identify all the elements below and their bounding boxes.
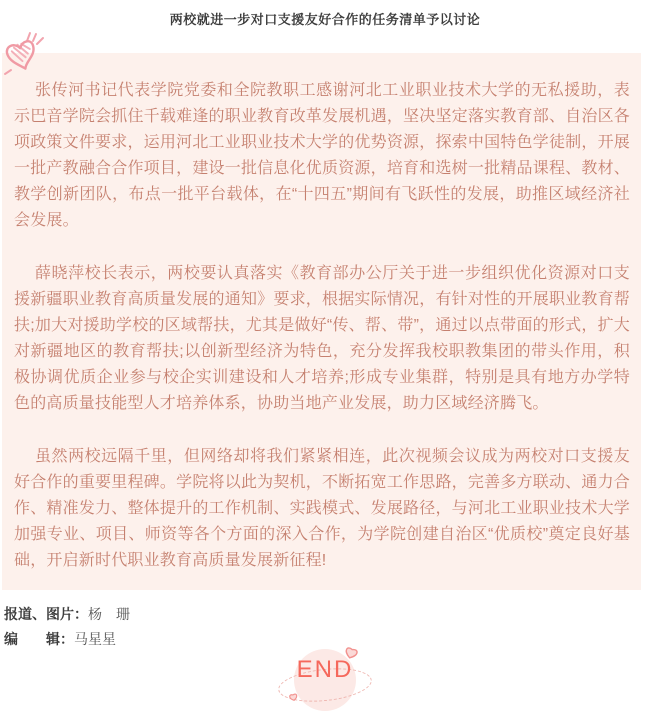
report-name: 杨 珊 [88, 606, 130, 622]
report-label: 报道、图片： [4, 606, 88, 622]
end-label: END [296, 656, 354, 683]
heart-icon [289, 689, 298, 707]
page-title: 两校就进一步对口支援友好合作的任务清单予以讨论 [169, 12, 481, 27]
article-body [2, 53, 641, 590]
credits [4, 602, 650, 652]
end-badge [0, 649, 650, 715]
heart-doodle-icon [2, 28, 54, 82]
editor-name: 马星星 [74, 631, 116, 647]
paragraph: 张传河书记代表学院党委和全院教职工感谢河北工业职业技术大学的无私援助，表示巴音学院会抓住千载难逢的职业教育改革发展机遇，坚决坚定落实教育部、自治区各项政策文件要求，运用河北工业职业技术大学的优势资源，探索中国特色学徒制，开展一批产教融合合作项目，建设一批信息化优质资源，培育和选树一批精品课程、教材、教学创新团队，布点一批平台载体，在“十四五”期间有飞跃性的发展，助推区域经济社会发展。 [14, 82, 630, 229]
credit-line-report [4, 602, 650, 627]
paragraph: 薛晓萍校长表示，两校要认真落实《教育部办公厅关于进一步组织优化资源对口支援新疆职业教育高质量发展的通知》要求，根据实际情况，有针对性的开展职业教育帮扶;加大对援助学校的区域帮扶，尤其是做好“传、帮、带”，通过以点带面的形式，扩大对新疆地区的教育帮扶;以创新型经济为特色，充分发挥我校职教集团的带头作用，积极协调优质企业参与校企实训建设和人才培养;形成专业集群，特别是具有地方办学特色的高质量技能型人才培养体系，协助当地产业发展，助力区域经济腾飞。 [14, 265, 630, 412]
paragraph: 虽然两校远隔千里，但网络却将我们紧紧相连，此次视频会议成为两校对口支援友好合作的重要里程碑。学院将以此为契机，不断拓宽工作思路，完善多方联动、通力合作、精准发力、整体提升的工作机制、实践模式、发展路径，与河北工业职业技术大学加强专业、项目、师资等各个方面的深入合作，为学院创建自治区“优质校”奠定良好基础，开启新时代职业教育高质量发展新征程! [14, 448, 630, 569]
editor-label: 编 辑： [4, 631, 74, 647]
